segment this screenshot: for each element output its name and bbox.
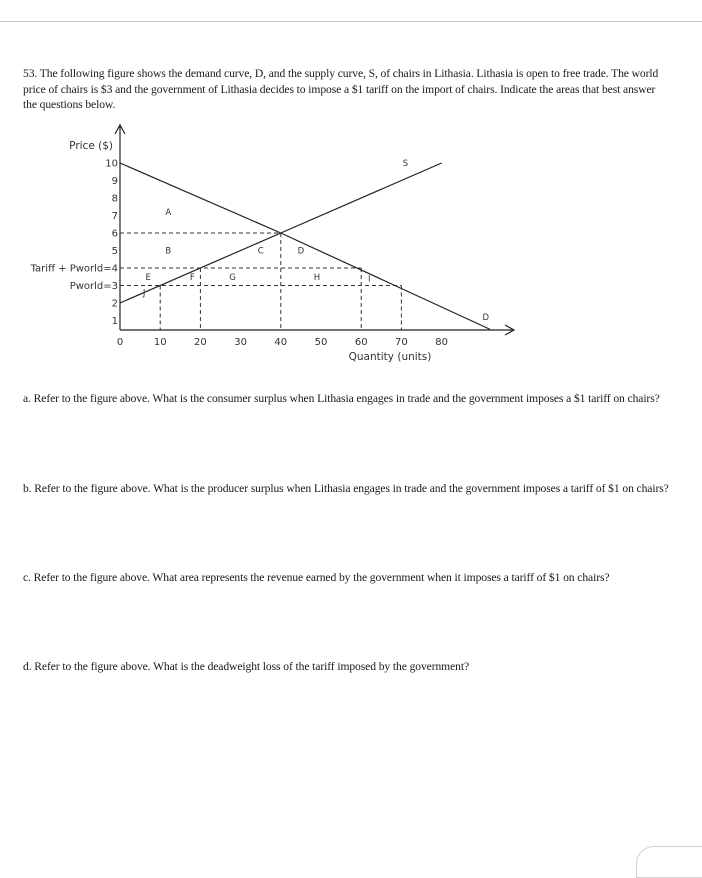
supply-demand-figure (0, 115, 702, 375)
question-part-d: d. Refer to the figure above. What is the deadweight loss of the tariff imposed by the government? (23, 660, 469, 673)
area-label-i: I (367, 274, 371, 285)
x-tick-label: 80 (435, 337, 448, 348)
curves (120, 163, 490, 329)
area-label-d: D (297, 246, 305, 257)
area-label-g: G (229, 272, 236, 283)
y-tick-label: 2 (111, 298, 118, 310)
x-tick-label: 0 (116, 337, 124, 348)
area-label-b: B (165, 246, 172, 257)
x-tick-label: 20 (194, 337, 207, 348)
y-tick-label: 6 (111, 228, 118, 240)
area-label-a: A (165, 208, 172, 218)
question-part-c: c. Refer to the figure above. What area represents the revenue earned by the government when it imposes a tariff of $1 on chairs? (23, 571, 610, 584)
x-tick-label: 10 (153, 337, 167, 348)
curve-label-s: S (402, 159, 409, 169)
area-labels (142, 159, 490, 323)
question-part-b: b. Refer to the figure above. What is the producer surplus when Lithasia engages in trade and the government imposes a tariff of $1 on chairs? (23, 482, 669, 495)
area-label-e: E (145, 272, 151, 283)
y-tick-label: 9 (111, 176, 118, 187)
floating-corner-widget[interactable] (636, 846, 702, 878)
y-tick-label: 8 (111, 193, 118, 205)
x-tick-label: 50 (314, 337, 328, 348)
x-tick-label: 40 (274, 337, 288, 348)
question-intro: 53. The following figure shows the demand curve, D, and the supply curve, S, of chairs in Lithasia. Lithasia is open to free trade. The world price of chairs is $3 and the government of Lithasia decides to impose a $1 tariff on the import of chairs. Indicate the areas that best answer the questions below. (23, 67, 659, 111)
axes (69, 125, 514, 363)
y-tick-label: 7 (111, 211, 118, 222)
x-tick-label: 30 (234, 337, 247, 348)
area-label-j: J (142, 288, 146, 299)
area-label-f: F (189, 272, 195, 283)
demand-curve (120, 163, 490, 329)
y-tick-label: 5 (111, 246, 118, 257)
area-label-h: H (313, 272, 321, 283)
curve-label-d: D (482, 313, 490, 323)
y-axis-title: Price ($) (69, 140, 113, 152)
y-tick-label: Pworld=3 (69, 281, 118, 292)
top-bar (0, 0, 702, 22)
y-tick-label: Tariff + Pworld=4 (30, 263, 118, 275)
y-tick-label: 1 (111, 316, 118, 327)
y-tick-label: 10 (105, 158, 118, 170)
x-tick-label: 70 (395, 337, 408, 348)
area-label-c: C (257, 246, 264, 257)
question-part-a: a. Refer to the figure above. What is the consumer surplus when Lithasia engages in trade and the government imposes a $1 tariff on chairs? (23, 392, 660, 405)
x-tick-label: 60 (354, 337, 368, 348)
x-axis-title: Quantity (units) (348, 351, 432, 363)
